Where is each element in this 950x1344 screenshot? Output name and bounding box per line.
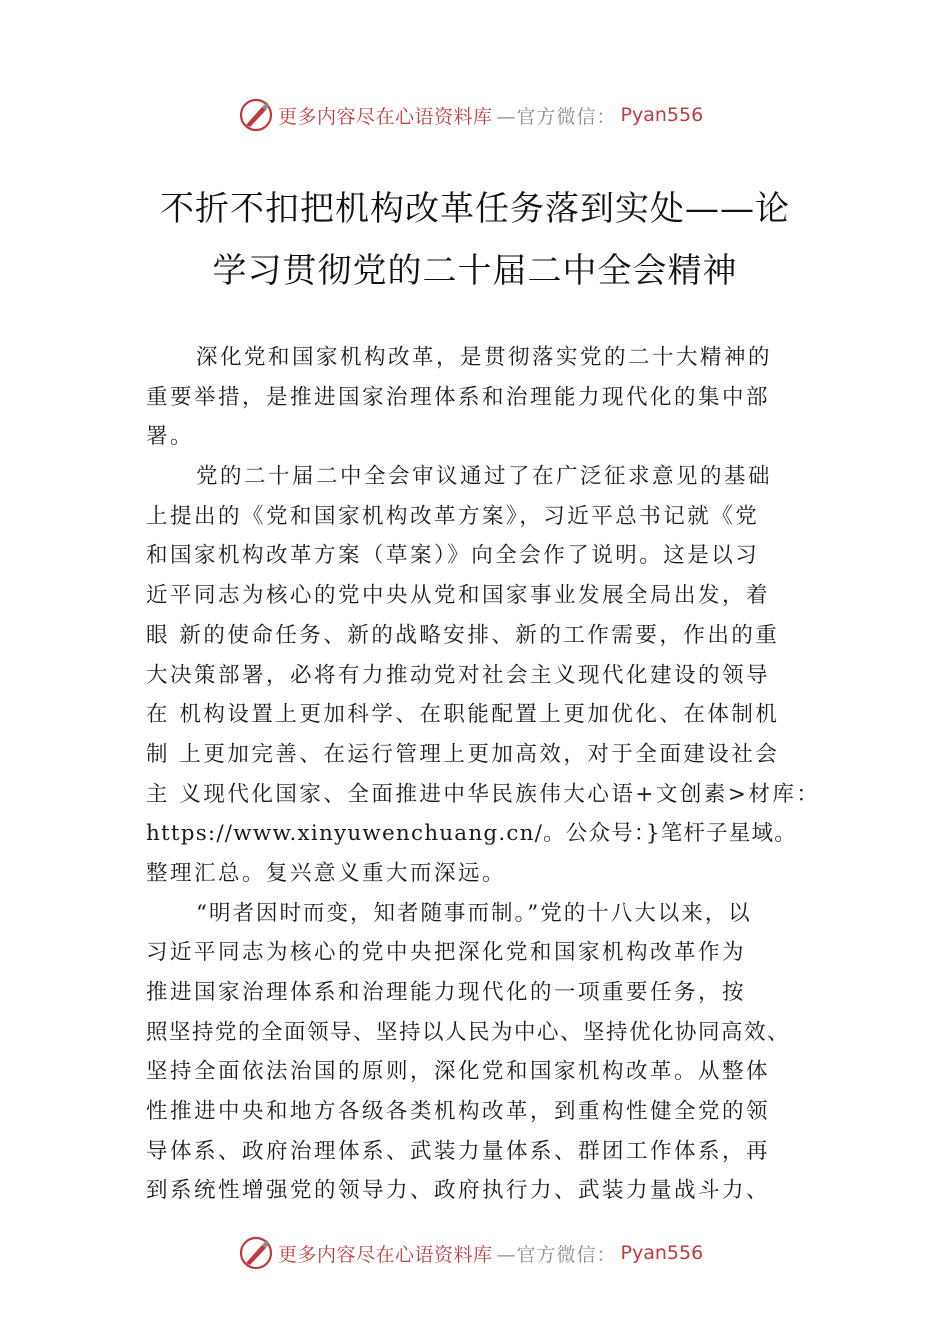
body-line: 照坚持党的全面领导、坚持以人民为中心、坚持优化协同高效、 bbox=[146, 1019, 791, 1045]
body-line: 导体系、政府治理体系、武装力量体系、群团工作体系，再 bbox=[146, 1138, 771, 1164]
body-line: 性推进中央和地方各级各类机构改革，到重构性健全党的领 bbox=[146, 1099, 771, 1125]
title-line-2: 学习贯彻党的二十届二中全会精神 bbox=[212, 251, 738, 291]
body-line: 在 机构设置上更加科学、在职能配置上更加优化、在体制机 bbox=[146, 702, 780, 728]
body-line: 到系统性增强党的领导力、政府执行力、武装力量战斗力、 bbox=[146, 1178, 771, 1204]
body-line: “明者因时而变，知者随事而制。”党的十八大以来，以 bbox=[196, 900, 752, 926]
title-line-1: 不折不扣把机构改革任务落到实处——论 bbox=[160, 189, 790, 229]
body-line: 主 义现代化国家、全面推进中华民族伟大心语+文创素>材库： bbox=[146, 781, 821, 807]
document-title bbox=[120, 178, 830, 302]
body-line: 坚持全面依法治国的原则，深化党和国家机构改革。从整体 bbox=[146, 1059, 771, 1085]
body-line: 近平同志为核心的党中央从党和国家事业发展全局出发，着 bbox=[146, 583, 771, 609]
watermark-red-text: 更多内容尽在心语资料库 bbox=[278, 105, 493, 128]
watermark-gray-text: —官方微信： bbox=[496, 1243, 617, 1266]
body-line: 和国家机构改革方案（草案）》向全会作了说明。这是以习 bbox=[146, 543, 760, 569]
body-line: 上提出的《党和国家机构改革方案》，习近平总书记就《党 bbox=[146, 503, 760, 529]
body-line: 制 上更加完善、在运行管理上更加高效，对于全面建设社会 bbox=[146, 741, 780, 767]
watermark-wechat-id: Pyan556 bbox=[620, 1242, 704, 1264]
document-body bbox=[146, 338, 846, 1211]
pen-logo-icon bbox=[238, 97, 274, 133]
watermark-wechat-id: Pyan556 bbox=[620, 104, 704, 126]
header-watermark bbox=[238, 95, 718, 135]
body-line: 整理汇总。复兴意义重大而深远。 bbox=[146, 860, 507, 886]
body-line: 推进国家治理体系和治理能力现代化的一项重要任务，按 bbox=[146, 980, 747, 1005]
watermark-gray-text: —官方微信： bbox=[496, 105, 617, 128]
watermark-red-text: 更多内容尽在心语资料库 bbox=[278, 1243, 493, 1266]
body-line: 大决策部署，必将有力推动党对社会主义现代化建设的领导 bbox=[146, 662, 771, 688]
body-line: 署。 bbox=[146, 424, 195, 450]
body-line: 深化党和国家机构改革，是贯彻落实党的二十大精神的 bbox=[196, 345, 773, 370]
pen-logo-icon bbox=[238, 1235, 274, 1271]
body-line-url: https://www.xinyuwenchuang.cn/。公众号：}笔杆子星域。 bbox=[146, 821, 797, 847]
body-line: 习近平同志为核心的党中央把深化党和国家机构改革作为 bbox=[146, 940, 747, 966]
body-line: 党的二十届二中全会审议通过了在广泛征求意见的基础 bbox=[196, 464, 773, 490]
body-line: 眼 新的使命任务、新的战略安排、新的工作需要，作出的重 bbox=[146, 622, 780, 648]
footer-watermark bbox=[238, 1233, 718, 1273]
body-line: 重要举措，是推进国家治理体系和治理能力现代化的集中部 bbox=[146, 384, 771, 410]
